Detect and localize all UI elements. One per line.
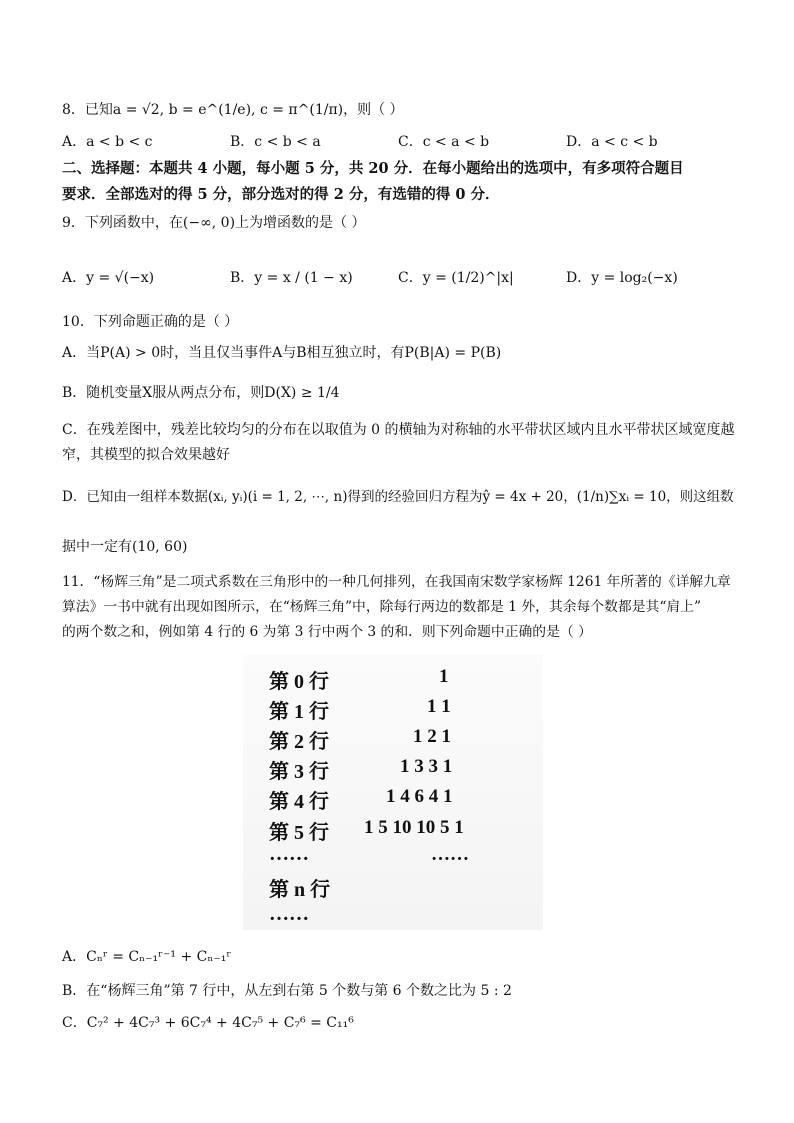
triangle-numbers-row-1: 1 1 — [427, 696, 451, 717]
q10-option-b: B．随机变量X服从两点分布，则D(X) ≥ 1/4 — [62, 385, 340, 401]
q11-option-b: B．在“杨辉三角”第 7 行中，从左到右第 5 个数与第 6 个数之比为 5 : 2 — [62, 983, 512, 999]
yang-hui-triangle-figure — [243, 655, 543, 930]
triangle-numbers-row-0: 1 — [439, 666, 449, 687]
q8-option-d: D．a < c < b — [566, 134, 658, 150]
question-9-stem: 9．下列函数中，在(−∞, 0)上为增函数的是（ ） — [62, 215, 366, 231]
question-11-line3: 的两个数之和，例如第 4 行的 6 为第 3 行中两个 3 的和．则下列命题中正确的是（ ） — [62, 624, 592, 640]
q9-option-a: A．y = √(−x) — [62, 270, 155, 286]
triangle-numbers-row-3: 1 3 3 1 — [400, 756, 453, 777]
q8-option-a: A．a < b < c — [62, 134, 153, 150]
q10-option-a: A．当P(A) > 0时，当且仅当事件A与B相互独立时，有P(B|A) = P(B) — [62, 345, 502, 361]
q9-option-d: D．y = log₂(−x) — [566, 270, 678, 286]
triangle-row-label-n: 第 n 行 — [269, 879, 331, 901]
q8-option-c: C．c < a < b — [398, 134, 490, 150]
triangle-row-label-4: 第 4 行 — [269, 791, 329, 813]
triangle-row-ellipsis-1: …… — [269, 843, 309, 865]
section-2-instructions-line2: 要求．全部选对的得 5 分，部分选对的得 2 分，有选错的得 0 分． — [62, 186, 500, 203]
triangle-row-label-3: 第 3 行 — [269, 761, 329, 783]
question-11-line1: 11．“杨辉三角”是二项式系数在三角形中的一种几何排列，在我国南宋数学家杨辉 1261 年所著的《详解九章 — [62, 574, 731, 590]
triangle-row-ellipsis-2: …… — [269, 903, 309, 925]
q10-option-c-line2: 窄，其模型的拟合效果越好 — [62, 447, 230, 463]
triangle-numbers-ellipsis: …… — [431, 844, 469, 865]
triangle-row-label-0: 第 0 行 — [269, 671, 329, 693]
triangle-numbers-row-4: 1 4 6 4 1 — [386, 786, 453, 807]
question-8-stem: 8．已知a = √2, b = e^(1/e), c = π^(1/π)，则（ ） — [62, 102, 404, 118]
q9-option-c: C．y = (1/2)^|x| — [398, 270, 514, 286]
question-11-line2: 算法》一书中就有出现如图所示，在“杨辉三角”中，除每行两边的数都是 1 外，其余每个数都是其“肩上” — [62, 599, 702, 615]
triangle-row-label-1: 第 1 行 — [269, 701, 329, 723]
section-2-instructions-line1: 二、选择题：本题共 4 小题，每小题 5 分，共 20 分．在每小题给出的选项中，有多项符合题目 — [62, 160, 684, 177]
q10-option-c-line1: C．在残差图中，残差比较均匀的分布在以取值为 0 的横轴为对称轴的水平带状区域内且水平带状区域宽度越 — [62, 422, 735, 438]
q11-option-a: A．Cₙʳ = Cₙ₋₁ʳ⁻¹ + Cₙ₋₁ʳ — [62, 949, 232, 965]
triangle-row-label-5: 第 5 行 — [269, 822, 329, 844]
triangle-numbers-row-5: 1 5 10 10 5 1 — [364, 817, 464, 838]
q10-option-d-line2: 据中一定有(10, 60) — [62, 539, 188, 555]
triangle-row-label-2: 第 2 行 — [269, 731, 329, 753]
q9-option-b: B．y = x / (1 − x) — [230, 270, 353, 286]
question-10-stem: 10．下列命题正确的是（ ） — [62, 314, 239, 330]
triangle-numbers-row-2: 1 2 1 — [413, 726, 451, 747]
q11-option-c: C．C₇² + 4C₇³ + 6C₇⁴ + 4C₇⁵ + C₇⁶ = C₁₁⁶ — [62, 1015, 354, 1031]
q10-option-d-line1: D．已知由一组样本数据(xᵢ, yᵢ)(i = 1, 2, ⋯, n)得到的经验回归方程为ŷ = 4x + 20，(1/n)∑xᵢ = 10，则这组数 — [62, 489, 734, 505]
q8-option-b: B．c < b < a — [230, 134, 321, 150]
